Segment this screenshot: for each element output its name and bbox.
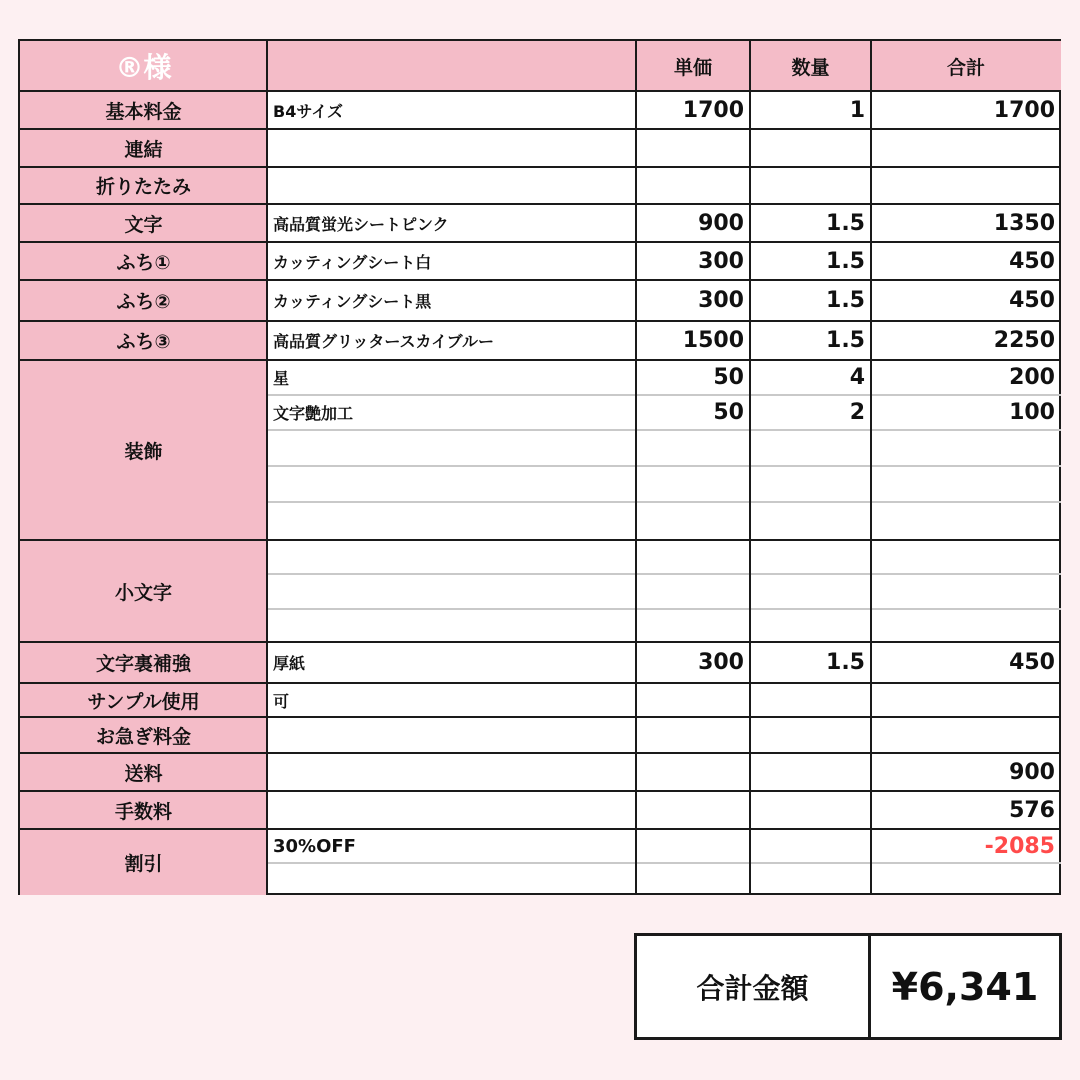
row-description — [267, 791, 636, 829]
customer-name: ®様 — [20, 41, 267, 91]
row-subtotal: 100 — [1009, 400, 1055, 425]
row-label: 手数料 — [20, 791, 267, 829]
row-quantity: 4 — [849, 365, 865, 390]
row-unit-price: 1500 — [682, 328, 744, 353]
row-label: ふち① — [20, 242, 267, 280]
row-divider — [20, 641, 1061, 643]
row-description: 文字艶加工 — [273, 404, 354, 423]
row-unit-price: 1700 — [682, 97, 744, 123]
row-divider — [20, 539, 1061, 541]
row-description — [267, 540, 636, 574]
row-divider — [267, 465, 1061, 467]
row-description — [267, 129, 636, 167]
grand-total-box — [634, 933, 1062, 1040]
row-divider — [20, 320, 1061, 322]
row-divider — [267, 862, 1061, 864]
row-quantity — [750, 683, 871, 717]
row-unit-price — [636, 717, 750, 753]
row-divider — [267, 429, 1061, 431]
row-unit-price — [636, 791, 750, 829]
row-unit-price — [636, 683, 750, 717]
row-unit-price — [636, 167, 750, 204]
row-unit-price — [636, 430, 750, 466]
row-subtotal: 450 — [1009, 248, 1055, 274]
column-divider — [749, 41, 751, 895]
row-divider — [20, 203, 1061, 205]
row-description — [267, 167, 636, 204]
row-unit-price: 300 — [698, 288, 744, 313]
row-subtotal: 1700 — [993, 97, 1055, 123]
row-description: 高品質グリッタースカイブルー — [273, 332, 494, 351]
row-subtotal: 200 — [1009, 365, 1055, 390]
row-description — [267, 466, 636, 502]
header-blank — [267, 41, 636, 91]
row-subtotal: 900 — [1009, 759, 1055, 785]
row-description: 星 — [273, 369, 290, 388]
row-subtotal — [871, 167, 1061, 204]
row-divider — [267, 501, 1061, 503]
row-unit-price — [636, 753, 750, 791]
header-quantity: 数量 — [750, 41, 871, 91]
row-label-small-text: 小文字 — [20, 540, 267, 642]
grand-total-label: 合計金額 — [637, 936, 871, 1037]
row-label: 折りたたみ — [20, 167, 267, 204]
row-divider — [20, 166, 1061, 168]
row-divider — [20, 716, 1061, 718]
column-divider — [266, 41, 268, 895]
row-description — [267, 502, 636, 540]
row-subtotal — [871, 502, 1061, 540]
discount-amount: -2085 — [984, 833, 1055, 859]
row-subtotal: 2250 — [993, 328, 1055, 353]
row-divider — [20, 752, 1061, 754]
column-divider — [635, 41, 637, 895]
row-divider — [20, 790, 1061, 792]
row-description: 高品質蛍光シートピンク — [273, 214, 449, 234]
estimate-table — [18, 39, 1061, 895]
row-unit-price: 50 — [713, 400, 744, 425]
row-quantity: 1.5 — [826, 650, 865, 675]
row-description — [267, 574, 636, 609]
row-subtotal — [871, 129, 1061, 167]
row-subtotal — [871, 466, 1061, 502]
row-description — [267, 430, 636, 466]
row-description: 可 — [273, 691, 290, 711]
row-subtotal: 1350 — [993, 210, 1055, 236]
header-subtotal: 合計 — [871, 41, 1061, 91]
row-divider — [20, 90, 1061, 92]
row-unit-price — [636, 466, 750, 502]
row-divider — [20, 128, 1061, 130]
row-label: お急ぎ料金 — [20, 717, 267, 753]
row-quantity — [750, 717, 871, 753]
row-label: ふち③ — [20, 321, 267, 360]
row-divider — [267, 573, 1061, 575]
row-divider — [267, 608, 1061, 610]
row-label-decoration: 装飾 — [20, 360, 267, 540]
row-subtotal — [871, 430, 1061, 466]
row-quantity — [750, 753, 871, 791]
row-unit-price: 50 — [713, 365, 744, 390]
row-quantity: 1.5 — [826, 288, 865, 313]
row-divider — [20, 682, 1061, 684]
row-quantity: 2 — [849, 400, 865, 425]
row-subtotal: 450 — [1009, 650, 1055, 675]
row-label: 連結 — [20, 129, 267, 167]
row-quantity: 1 — [849, 97, 865, 123]
row-description: カッティングシート白 — [273, 252, 432, 272]
row-quantity — [750, 129, 871, 167]
row-label: 文字 — [20, 204, 267, 242]
row-description — [267, 609, 636, 642]
row-divider — [267, 394, 1061, 396]
row-divider — [20, 828, 1061, 830]
row-quantity: 1.5 — [826, 248, 865, 274]
row-subtotal: 576 — [1009, 797, 1055, 823]
row-description: 厚紙 — [273, 654, 306, 673]
row-quantity: 1.5 — [826, 210, 865, 236]
discount-description: 30%OFF — [273, 835, 356, 857]
row-unit-price: 900 — [698, 210, 744, 236]
row-quantity — [750, 167, 871, 204]
row-label-discount: 割引 — [20, 829, 267, 895]
row-divider — [20, 359, 1061, 361]
column-divider — [870, 41, 872, 895]
header-unit-price: 単価 — [636, 41, 750, 91]
row-unit-price — [636, 502, 750, 540]
row-label: 文字裏補強 — [20, 642, 267, 683]
row-quantity: 1.5 — [826, 328, 865, 353]
row-quantity — [750, 502, 871, 540]
row-subtotal — [871, 683, 1061, 717]
row-label: ふち② — [20, 280, 267, 321]
row-divider — [20, 279, 1061, 281]
row-quantity — [750, 466, 871, 502]
row-description: カッティングシート黒 — [273, 292, 432, 311]
row-divider — [20, 241, 1061, 243]
row-quantity — [750, 430, 871, 466]
row-description: B4サイズ — [273, 101, 344, 121]
row-unit-price — [636, 129, 750, 167]
row-unit-price: 300 — [698, 650, 744, 675]
row-label: 基本料金 — [20, 91, 267, 129]
row-label: 送料 — [20, 753, 267, 791]
row-label: サンプル使用 — [20, 683, 267, 717]
row-quantity — [750, 791, 871, 829]
row-unit-price: 300 — [698, 248, 744, 274]
row-description — [267, 717, 636, 753]
grand-total-value: ¥6,341 — [891, 964, 1039, 1009]
row-description — [267, 753, 636, 791]
row-subtotal: 450 — [1009, 288, 1055, 313]
row-subtotal — [871, 717, 1061, 753]
